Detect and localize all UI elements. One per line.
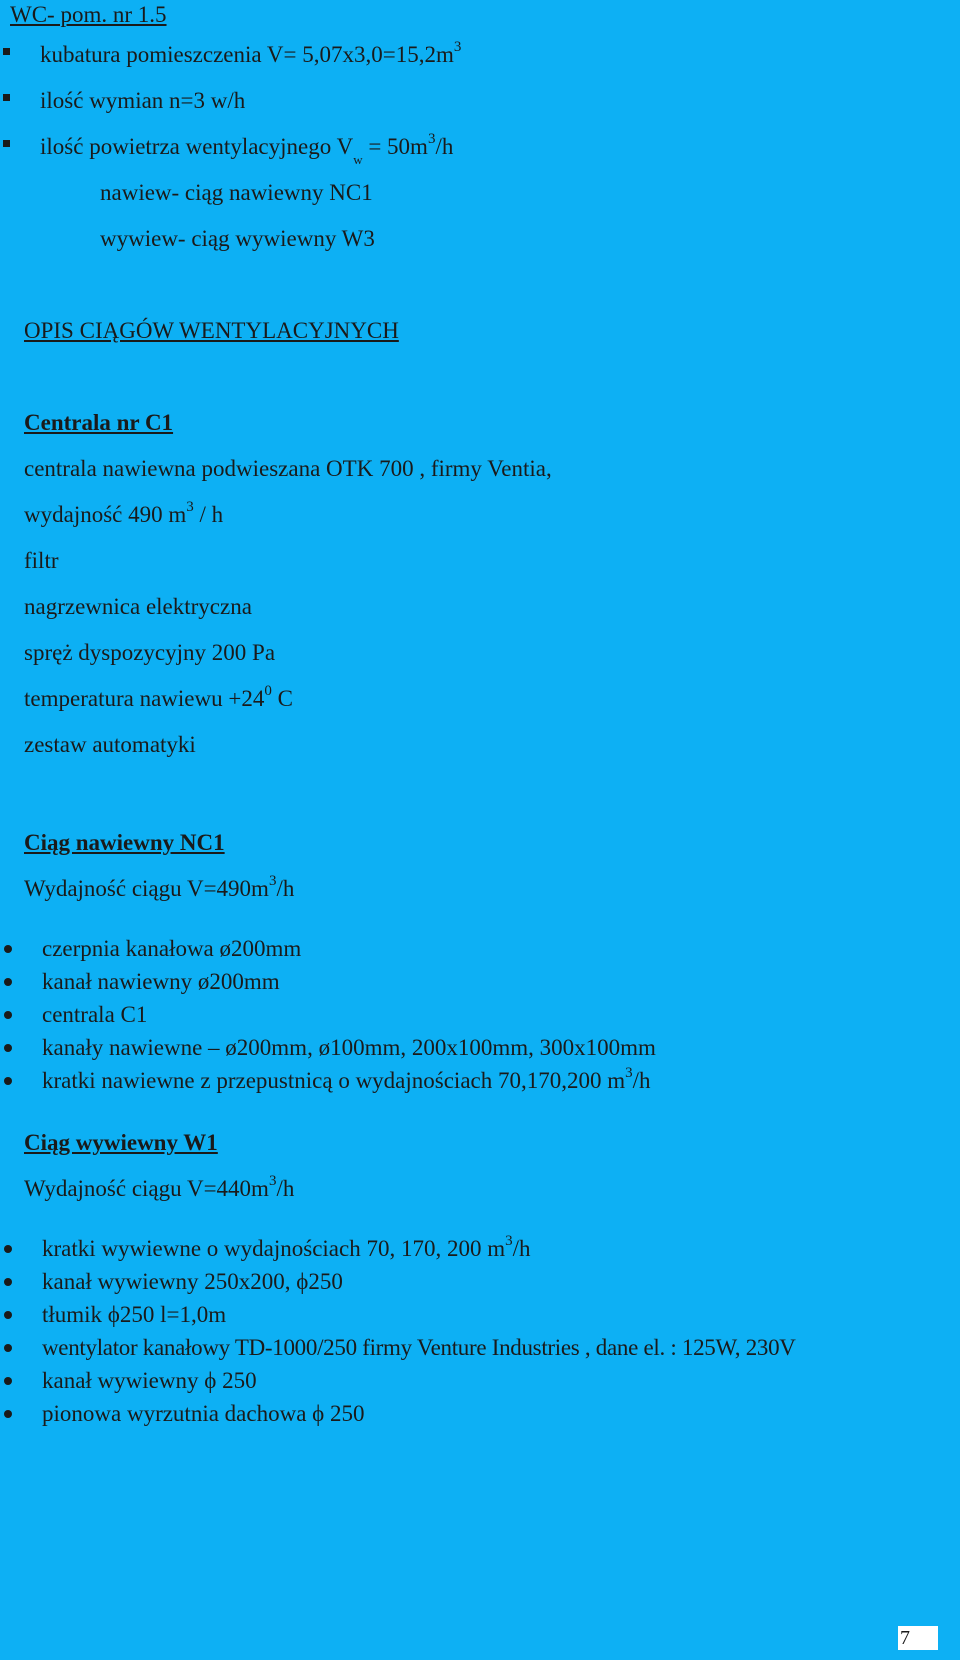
list-item: kratki nawiewne z przepustnicą o wydajnościach 70,170,200 $m^3/h$ [42,1065,651,1093]
room-header: WC- pom. nr 1.5 [10,2,167,27]
list-item: wentylator kanałowy TD-1000/250 firmy Venture Industries , dane el. : 125W, 230V [42,1335,796,1360]
room-air-volume: ilość powietrza wentylacyjnego $V_w = 50m^3/h$ [40,131,454,167]
square-bullet-icon [3,94,10,101]
bullet-icon [4,1011,12,1019]
central-temp: temperatura nawiewu $+24^0$ C [24,683,293,711]
section-title: OPIS CIĄGÓW WENTYLACYJNYCH [24,318,399,343]
square-bullet-icon [3,140,10,147]
central-capacity: wydajność 490 $m^3$ / h [24,499,224,527]
central-pressure: spręż dyspozycyjny 200 Pa [24,640,276,665]
square-bullet-icon [3,48,10,55]
bullet-icon [4,945,12,953]
bullet-icon [4,1044,12,1052]
list-item: tłumik ϕ250 l=1,0m [42,1302,227,1327]
list-item: kanał wywiewny ϕ 250 [42,1368,257,1393]
list-item: kanały nawiewne – ø200mm, ø100mm, 200x100mm, 300x100mm [42,1035,656,1060]
central-automation: zestaw automatyki [24,732,196,757]
bullet-icon [4,1245,12,1253]
nc1-capacity: Wydajność ciągu $V=490m^3/h$ [24,873,295,901]
list-item: centrala C1 [42,1002,148,1027]
bullet-icon [4,1410,12,1418]
bullet-icon [4,1311,12,1319]
nc1-heading: Ciąg nawiewny NC1 [24,830,225,855]
bullet-icon [4,1278,12,1286]
bullet-icon [4,1377,12,1385]
bullet-icon [4,1077,12,1085]
central-heater: nagrzewnica elektryczna [24,594,252,619]
room-supply: nawiew- ciąg nawiewny NC1 [100,180,373,205]
room-exhaust: wywiew- ciąg wywiewny W3 [100,226,375,251]
list-item: pionowa wyrzutnia dachowa ϕ 250 [42,1401,365,1426]
central-filter: filtr [24,548,59,573]
central-heading: Centrala nr C1 [24,410,174,435]
w1-heading: Ciąg wywiewny W1 [24,1130,218,1155]
list-item: kratki wywiewne o wydajnościach 70, 170, 200 $m^3/h$ [42,1233,531,1261]
w1-capacity: Wydajność ciągu $V=440m^3/h$ [24,1173,295,1201]
list-item: kanał wywiewny 250x200, ϕ250 [42,1269,343,1294]
central-desc: centrala nawiewna podwieszana OTK 700 , firmy Ventia, [24,456,552,481]
list-item: kanał nawiewny ø200mm [42,969,280,994]
bullet-icon [4,978,12,986]
room-volume: kubatura pomieszczenia $V= 5,07x3,0=15,2m^3$ [40,39,462,67]
room-exchanges: ilość wymian n=3 w/h [40,88,246,113]
page-number: 7 [898,1626,938,1650]
bullet-icon [4,1344,12,1352]
list-item: czerpnia kanałowa ø200mm [42,936,302,961]
